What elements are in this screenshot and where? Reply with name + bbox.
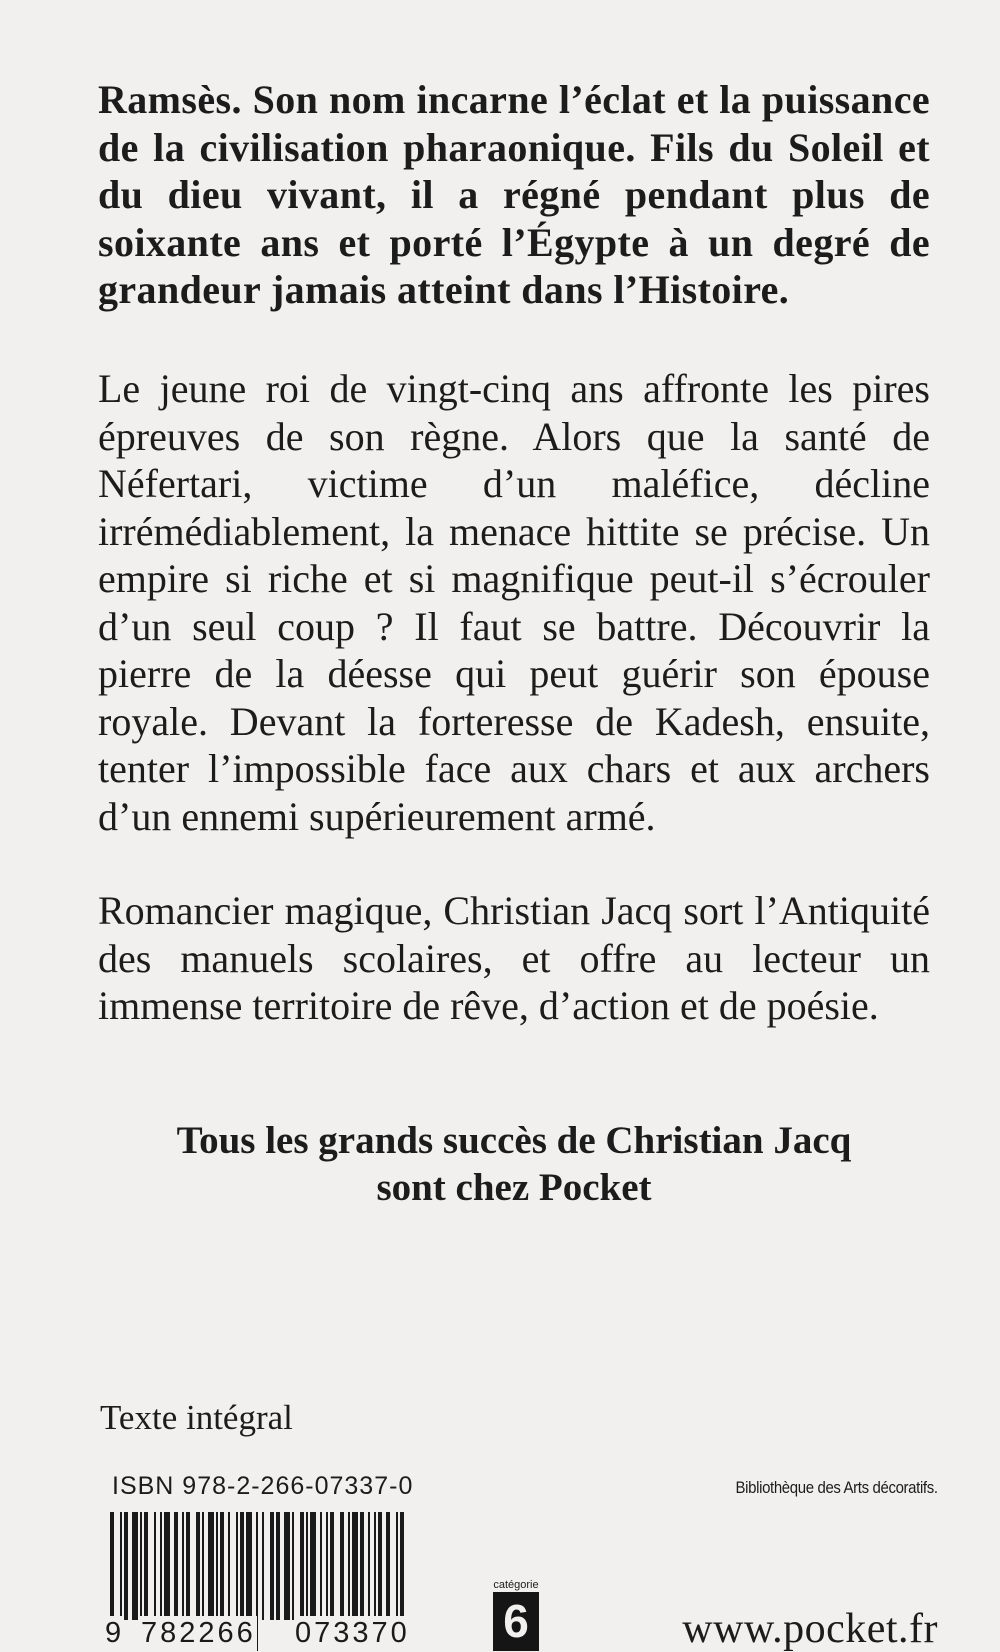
blurb-paragraph-intro: Ramsès. Son nom incarne l’éclat et la puissance de la civilisation pharaonique. Fils du Soleil et du dieu vivant, il a régné pendant plus de soixante ans et porté l’Égypte à un degré de grandeur jamais atteint dans l’Histoire. (98, 77, 930, 312)
barcode-bar (186, 1512, 190, 1620)
barcode-bar (326, 1512, 328, 1620)
barcode-bar (386, 1512, 390, 1620)
barcode-digits-right: 073370 (295, 1617, 410, 1649)
barcode-bar (154, 1512, 156, 1620)
barcode-bar (360, 1512, 364, 1620)
barcode-bar (182, 1512, 184, 1620)
blurb-paragraph-author: Romancier magique, Christian Jacq sort l’Antiquité des manuels scolaires, et offre au lecteur un immense territoire de rêve, d’action et de poésie. (98, 888, 930, 1028)
barcode-bar (352, 1512, 358, 1620)
barcode-bar (292, 1512, 294, 1620)
barcode-bar (228, 1512, 230, 1620)
barcode-bar (216, 1512, 218, 1620)
barcode-digit-first: 9 (105, 1617, 122, 1649)
barcode-bar (300, 1512, 304, 1620)
barcode-bar (144, 1512, 148, 1620)
barcode-bar (400, 1512, 404, 1620)
barcode-bar (378, 1512, 382, 1620)
barcode-bar (220, 1512, 224, 1620)
barcode-bar (164, 1512, 170, 1620)
barcode-digits-left: 782266 (141, 1617, 256, 1649)
tagline-line-1: Tous les grands succès de Christian Jacq (176, 1119, 852, 1162)
barcode-bar (208, 1512, 214, 1620)
unabridged-label: Texte intégral (100, 1398, 293, 1437)
tagline-line-2: sont chez Pocket (376, 1166, 652, 1209)
category-number: 6 (493, 1592, 539, 1651)
publisher-website[interactable]: www.pocket.fr (682, 1606, 938, 1652)
barcode-bar (202, 1512, 204, 1620)
barcode-bar (340, 1512, 344, 1620)
barcode-bar (140, 1512, 142, 1620)
barcode-bar (160, 1512, 162, 1620)
price-category-mark (493, 1578, 539, 1651)
barcode-bar (276, 1512, 280, 1620)
image-credit: Bibliothèque des Arts décoratifs. (735, 1478, 938, 1497)
barcode-bar (262, 1512, 264, 1620)
barcode-bar (284, 1512, 290, 1620)
barcode-bar (396, 1512, 398, 1620)
isbn-number: ISBN 978-2-266-07337-0 (112, 1472, 414, 1500)
barcode-bar (174, 1512, 178, 1620)
barcode-bar (368, 1512, 370, 1620)
barcode-bar (236, 1512, 238, 1620)
category-label: catégorie (493, 1579, 539, 1591)
barcode-bar (330, 1512, 334, 1620)
barcode-bar (240, 1512, 244, 1620)
barcode-bar (124, 1512, 128, 1620)
barcode-bar (320, 1512, 322, 1620)
barcode-bar (132, 1512, 138, 1620)
blurb-paragraph-story: Le jeune roi de vingt-cinq ans affronte les pires épreuves de son règne. Alors que la santé de Néfertari, victime d’un maléfice, décline irrémédiablement, la menace hittite se précise. Un empire si riche et si magnifique peut-il s’écrouler d’un seul coup ? Il faut se battre. Découvrir la pierre de la déesse qui peut guérir son épouse royale. Devant la forteresse de Kadesh, ensuite, tenter l’impossible face aux chars et aux archers d’un ennemi supérieurement armé. (98, 366, 930, 839)
barcode-digits (104, 1616, 414, 1651)
barcode-bar (310, 1512, 316, 1620)
barcode-bar (374, 1512, 376, 1620)
barcode-bar (196, 1512, 200, 1620)
barcode-bar (270, 1512, 274, 1620)
publisher-tagline (98, 1117, 930, 1211)
barcode-bar (348, 1512, 350, 1620)
barcode-bar (306, 1512, 308, 1620)
